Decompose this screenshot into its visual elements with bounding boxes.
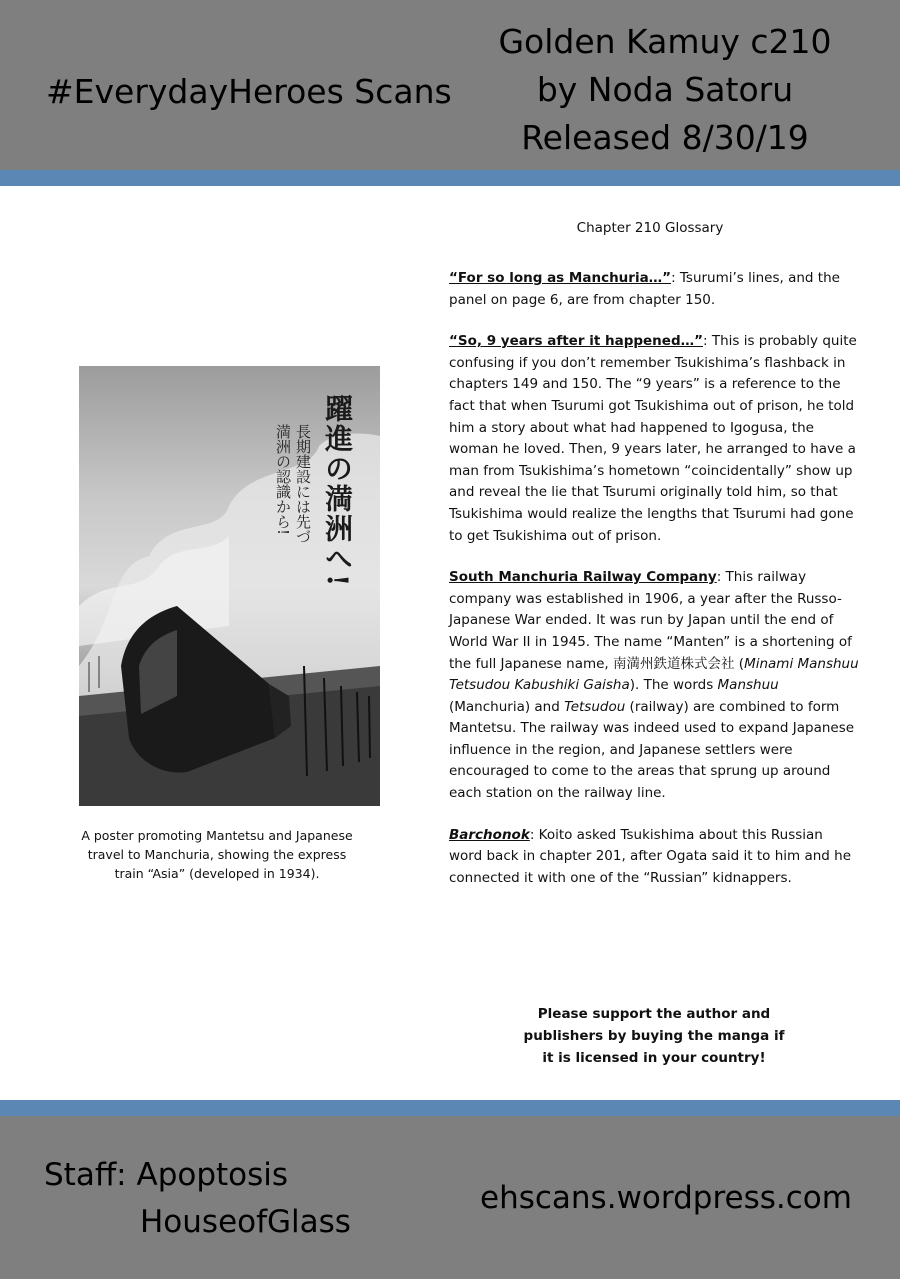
glossary-italic: Tetsudou: [564, 698, 626, 715]
glossary-definition: : This railway company was established in 1906, a year after the Russo-Japanese War ended. It was run by Japan until the end of World War II in 1945. The name “Manten” is a shortening of the full Japanese name, 南満州鉄道株式会社 (: [449, 569, 852, 672]
support-line: Please support the author and: [537, 1006, 771, 1022]
staff-line: HouseofGlass: [140, 1204, 351, 1240]
glossary-body: [449, 268, 859, 909]
glossary-definition: : This is probably quite confusing if you don’t remember Tsukishima’s flashback in chapters 149 and 150. The “9 years” is a reference to the fact that when Tsurumi got Tsukishima out of prison, he told him a story about what had happened to Igogusa, the woman he loved. Then, 9 years later, he arranged to have a man from Tsukishima’s hometown “coincidentally” show up and reveal the lie that Tsurumi originally told him, so that Tsukishima would realize the lengths that Tsurumi had gone to get Tsukishima out of prison.: [449, 333, 857, 544]
glossary-term: Barchonok: [449, 826, 530, 843]
poster-subtext-1: 長期建設には先づ: [294, 424, 312, 544]
poster-slogan: 躍進の満洲へ!: [321, 394, 354, 589]
glossary-term: “For so long as Manchuria…”: [449, 270, 672, 286]
author-line: by Noda Satoru: [536, 70, 794, 109]
website-url: ehscans.wordpress.com: [480, 1180, 852, 1216]
glossary-entry: [449, 331, 859, 547]
glossary-italic: Minami Manshuu Tetsudou Kabushiki Gaisha: [449, 655, 859, 694]
glossary-definition: : Tsurumi’s lines, and the panel on page 6, are from chapter 150.: [449, 270, 840, 308]
mantetsu-poster-image: [79, 366, 380, 806]
support-line: publishers by buying the manga if: [523, 1028, 785, 1044]
glossary-italic: Manshuu: [717, 677, 779, 694]
footer-stripe: [0, 1100, 900, 1116]
poster-caption: A poster promoting Mantetsu and Japanese travel to Manchuria, showing the express train “Asia” (developed in 1934).: [81, 828, 353, 881]
glossary-definition: ). The words: [629, 677, 718, 694]
glossary-entry: [449, 567, 859, 805]
glossary-definition: : Koito asked Tsukishima about this Russian word back in chapter 201, after Ogata said it to him and he connected it with one of the “Russian” kidnappers.: [449, 826, 852, 886]
chapter-title: Golden Kamuy c210: [498, 22, 832, 61]
glossary-entry: [449, 268, 859, 311]
glossary-term: South Manchuria Railway Company: [449, 569, 717, 586]
support-message: [500, 1003, 808, 1069]
support-line: it is licensed in your country!: [542, 1050, 766, 1066]
glossary-definition: (Manchuria) and: [449, 698, 565, 715]
header-stripe: [0, 170, 900, 186]
glossary-title: Chapter 210 Glossary: [576, 220, 724, 236]
glossary-term: “So, 9 years after it happened…”: [449, 333, 703, 350]
release-info: [460, 18, 870, 162]
staff-line: Staff: Apoptosis: [44, 1157, 289, 1193]
poster-subtext-2: 満洲の認識から!: [274, 424, 292, 536]
glossary-entry: [449, 825, 859, 890]
scan-group-name: #EverydayHeroes Scans: [46, 72, 452, 111]
glossary-definition: (railway) are combined to form Mantetsu. The railway was indeed used to expand Japanese influence in the region, and Japanese settlers were encouraged to come to the areas that sprung up around each station on the railway line.: [449, 698, 855, 802]
release-date: Released 8/30/19: [521, 118, 809, 157]
staff-credits: [44, 1152, 351, 1246]
